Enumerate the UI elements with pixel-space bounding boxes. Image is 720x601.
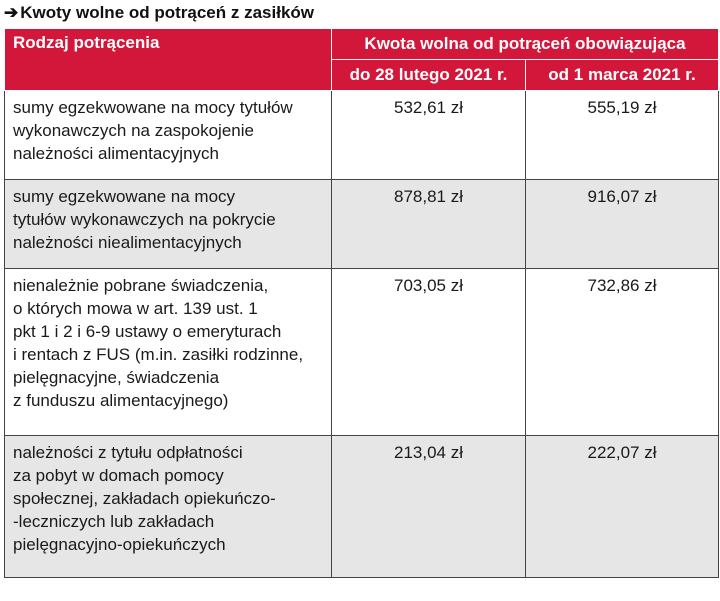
label-line: należności z tytułu odpłatności — [13, 443, 243, 462]
header-deduction-type: Rodzaj potrącenia — [5, 29, 332, 91]
table-row — [5, 180, 719, 269]
header-free-amount: Kwota wolna od potrąceń obowiązująca — [332, 29, 719, 60]
header-from-march: od 1 marca 2021 r. — [526, 60, 719, 91]
header-until-feb: do 28 lutego 2021 r. — [332, 60, 526, 91]
table-row — [5, 91, 719, 180]
amount-after: 555,19 zł — [526, 91, 719, 180]
label-line: z funduszu alimentacyjnego) — [13, 391, 229, 410]
row-label — [5, 436, 332, 578]
label-line: i rentach z FUS (m.in. zasiłki rodzinne, — [13, 345, 304, 364]
amount-before: 532,61 zł — [332, 91, 526, 180]
amount-before: 213,04 zł — [332, 436, 526, 578]
arrow-right-icon: ➔ — [4, 3, 19, 22]
label-line: za pobyt w domach pomocy — [13, 466, 224, 485]
table-row — [5, 436, 719, 578]
label-line: społecznej, zakładach opiekuńczo- — [13, 489, 276, 508]
table-title — [0, 0, 720, 28]
label-line: należności niealimentacyjnych — [13, 233, 242, 252]
row-label — [5, 180, 332, 269]
amount-after: 916,07 zł — [526, 180, 719, 269]
label-line: pielęgnacyjno-opiekuńczych — [13, 535, 226, 554]
table-title-text: Kwoty wolne od potrąceń z zasiłków — [20, 3, 315, 22]
amount-before: 878,81 zł — [332, 180, 526, 269]
row-label — [5, 91, 332, 180]
label-line: tytułów wykonawczych na pokrycie — [13, 210, 276, 229]
deductions-table — [4, 28, 719, 578]
label-line: nienależnie pobrane świadczenia, — [13, 276, 269, 295]
amount-after: 732,86 zł — [526, 269, 719, 436]
label-line: pielęgnacyjne, świadczenia — [13, 368, 220, 387]
label-line: pkt 1 i 2 i 6-9 ustawy o emeryturach — [13, 322, 282, 341]
label-line: -leczniczych lub zakładach — [13, 512, 215, 531]
label-line: sumy egzekwowane na mocy — [13, 187, 236, 206]
table-row — [5, 269, 719, 436]
label-line: sumy egzekwowane na mocy tytułów — [13, 98, 293, 117]
label-line: wykonawczych na zaspokojenie — [13, 121, 254, 140]
amount-after: 222,07 zł — [526, 436, 719, 578]
label-line: o których mowa w art. 139 ust. 1 — [13, 299, 258, 318]
label-line: należności alimentacyjnych — [13, 144, 219, 163]
row-label — [5, 269, 332, 436]
amount-before: 703,05 zł — [332, 269, 526, 436]
